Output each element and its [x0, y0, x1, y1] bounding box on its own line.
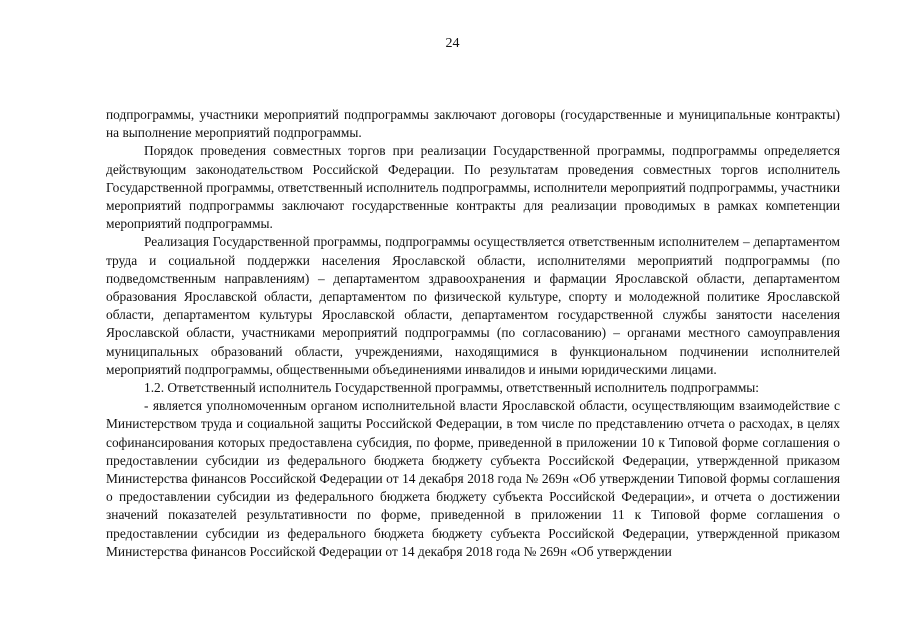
page-number: 24: [445, 36, 460, 51]
paragraph-contracts: подпрограммы, участники мероприятий подпрограммы заключают договоры (государственные и муниципальные контракты) на выполнение мероприятий подпрограммы.: [106, 107, 840, 141]
paragraph-section-1-2: 1.2. Ответственный исполнитель Государственной программы, ответственный исполнитель подпрограммы:: [144, 380, 760, 396]
paragraph-implementation: Реализация Государственной программы, подпрограммы осуществляется ответственным исполнителем – департаментом труда и социальной поддержки населения Ярославской области, исполнителями мероприятий подпрограммы (по подведомственным направлениям) – департаментом здравоохранения и фармации Ярославской области, департаментом образования Ярославской области, департаментом по физической культуре, спорту и молодежной политике Ярославской области, департаментом культуры Ярославской области, департаментом государственной службы занятости населения Ярославской области, участниками мероприятий подпрограммы (по согласованию) – органами местного самоуправления муниципальных образований области, учреждениями, находящимися в функциональном подчинении исполнителей мероприятий подпрограммы, общественными объединениями инвалидов и иными юридическими лицами.: [106, 234, 840, 377]
paragraph-authorized-body: - является уполномоченным органом исполнительной власти Ярославской области, осуществляющим взаимодействие с Министерством труда и социальной защиты Российской Федерации, в том числе по представлению отчета о расходах, в целях софинансирования которых предоставлена субсидия, по форме, приведенной в приложении 10 к Типовой форме соглашения о предоставлении субсидии из федерального бюджета бюджету субъекта Российской Федерации, утвержденной приказом Министерства финансов Российской Федерации от 14 декабря 2018 года № 269н «Об утверждении Типовой формы соглашения о предоставлении субсидии из федерального бюджета бюджету субъекта Российской Федерации», и отчета о достижении значений показателей результативности по форме, приведенной в приложении 11 к Типовой форме соглашения о предоставлении субсидии из федерального бюджета бюджету субъекта Российской Федерации, утвержденной приказом Министерства финансов Российской Федерации от 14 декабря 2018 года № 269н «Об утверждении: [106, 398, 840, 559]
document-body: [106, 106, 840, 561]
paragraph-joint-tenders: Порядок проведения совместных торгов при реализации Государственной программы, подпрограммы определяется действующим законодательством Российской Федерации. По результатам проведения совместных торгов исполнитель Государственной программы, ответственный исполнитель подпрограммы, исполнители мероприятий подпрограммы, участники мероприятий подпрограммы заключают государственные контракты для реализации проводимых в рамках компетенции мероприятий подпрограммы.: [106, 143, 840, 232]
